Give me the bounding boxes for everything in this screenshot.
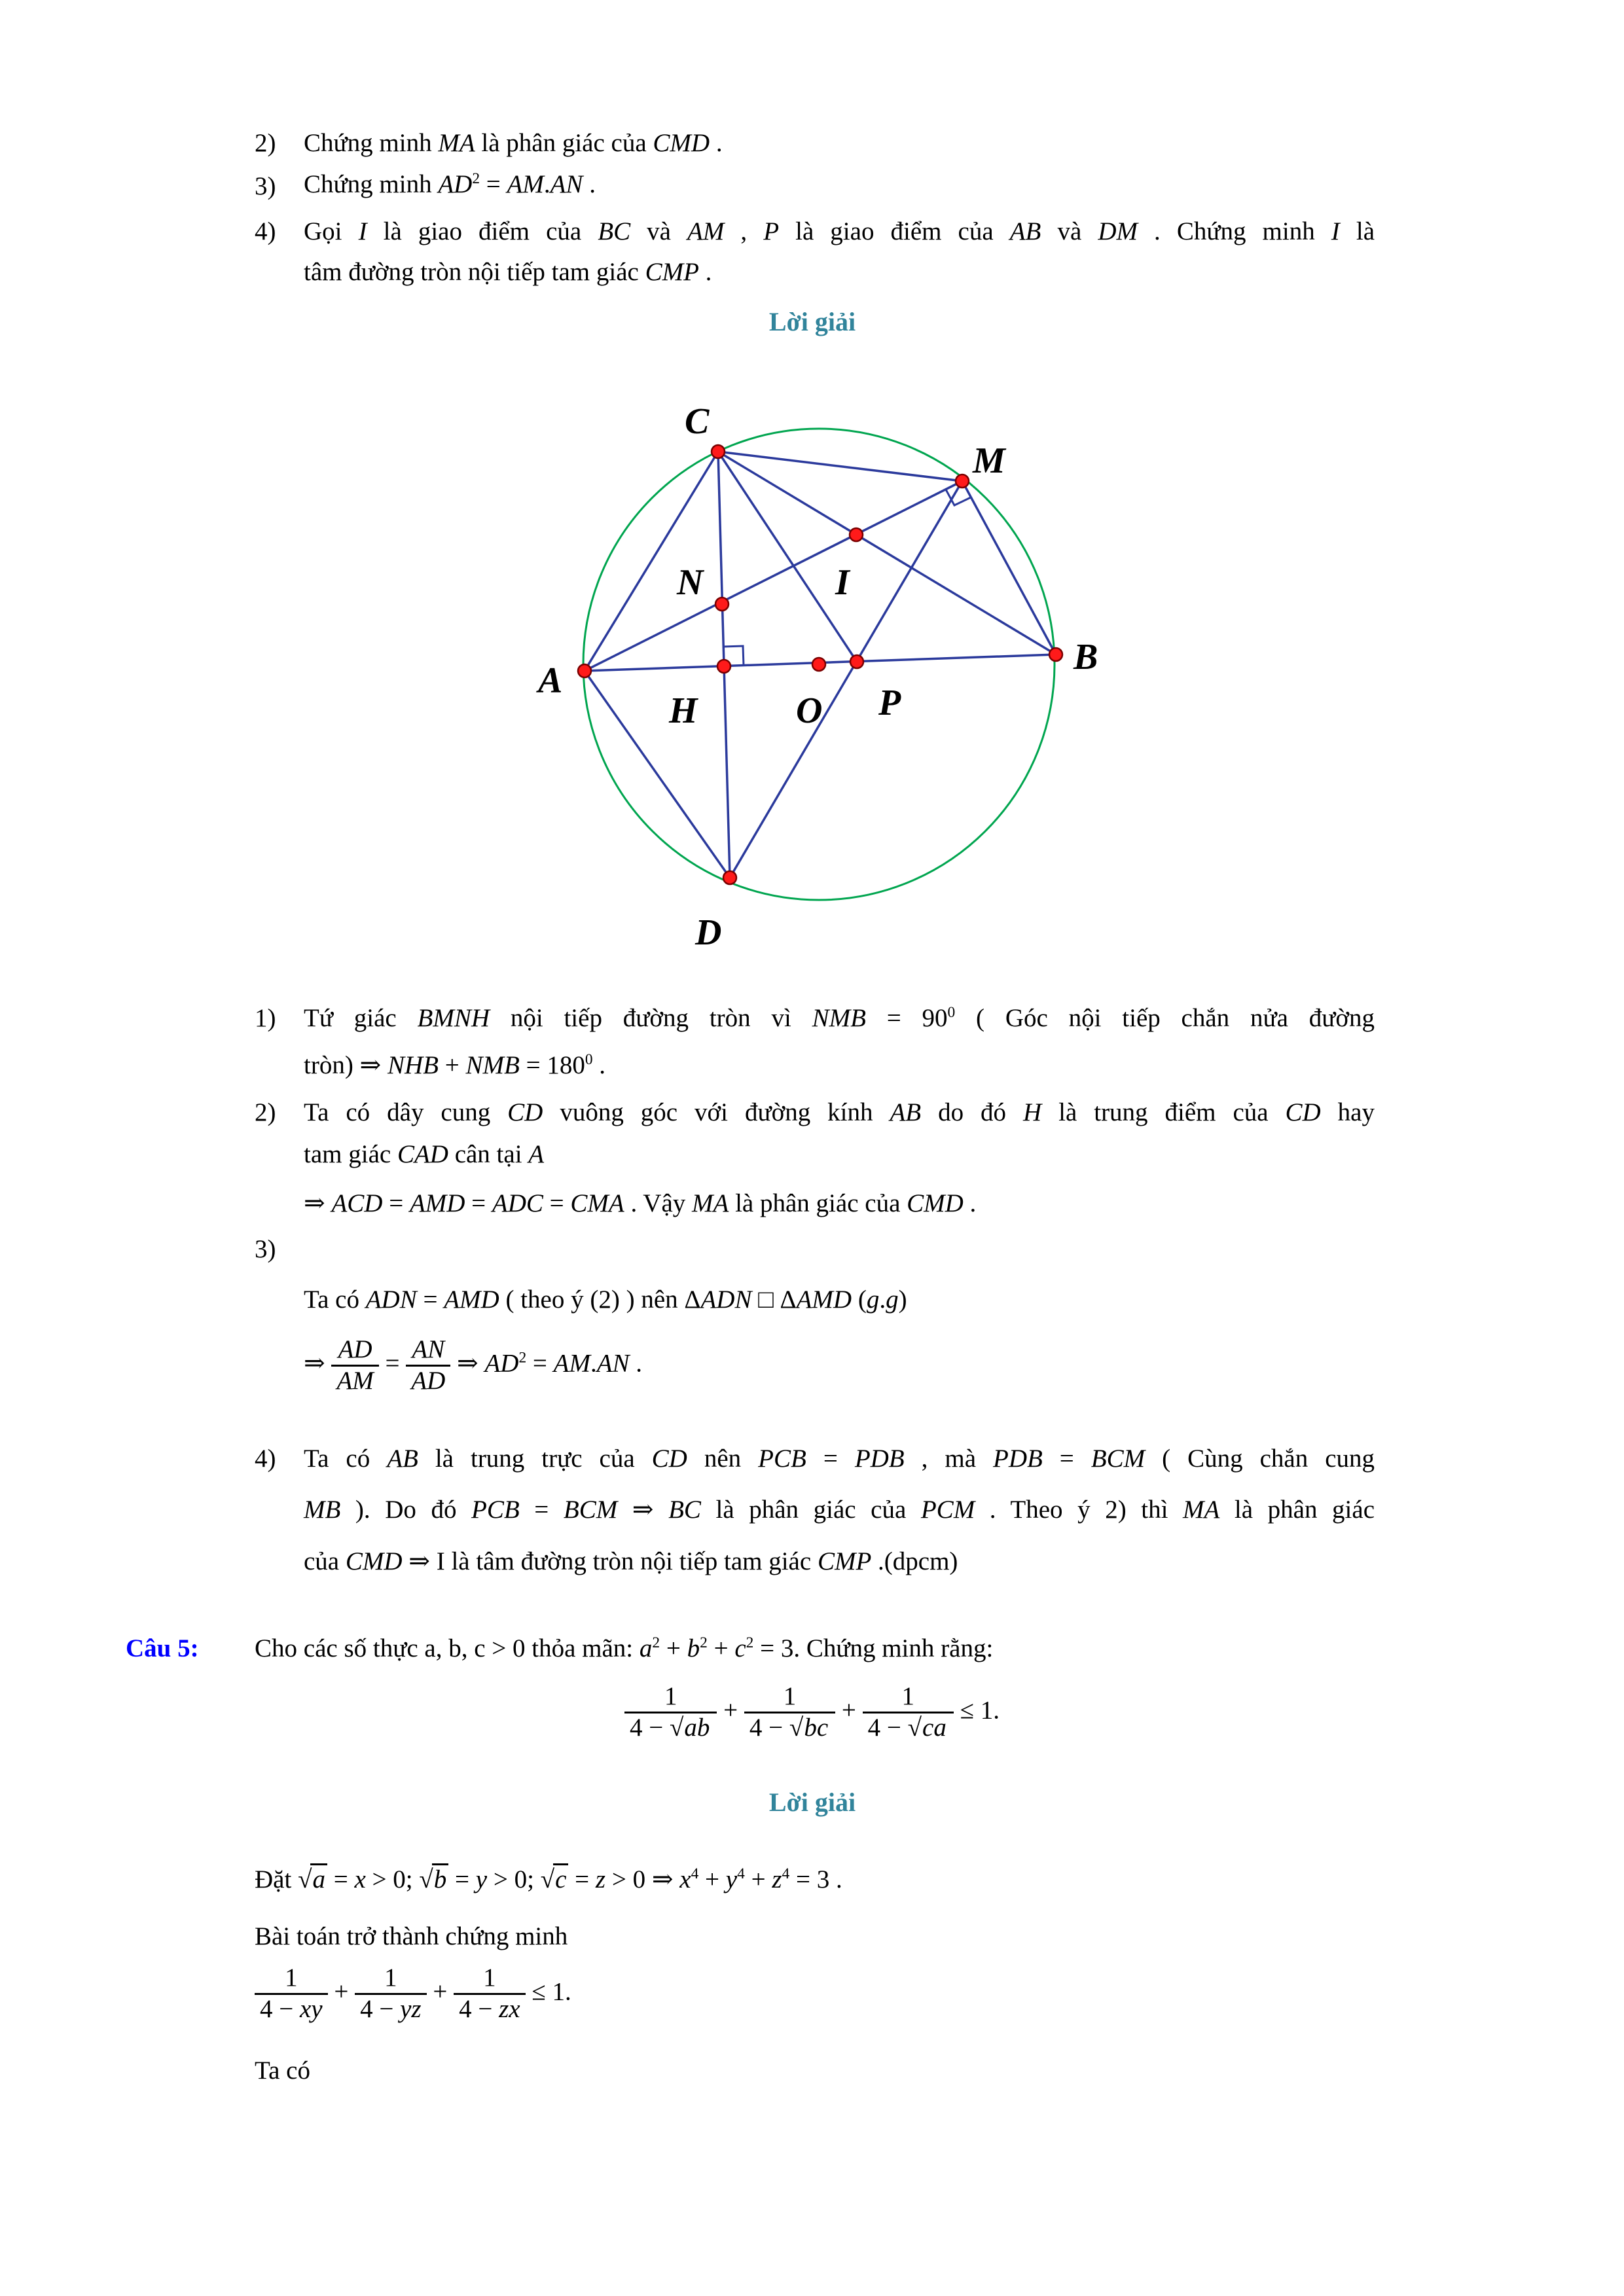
intro-item-2-number: 2) xyxy=(255,129,276,157)
point-label-C: C xyxy=(685,401,710,442)
cau5-statement: Cho các số thực a, b, c > 0 thỏa mãn: $a^2 + b^2 + c^2 = 3$. Chứng minh rằng: xyxy=(255,1634,994,1662)
point-B xyxy=(1049,648,1062,661)
solution-item-1-number: 1) xyxy=(255,1004,276,1032)
restated-problem-intro: Bài toán trở thành chứng minh xyxy=(255,1922,568,1950)
point-C xyxy=(712,445,725,458)
point-label-O: O xyxy=(796,691,823,731)
point-label-P: P xyxy=(878,683,901,723)
cau5-label: Câu 5: xyxy=(126,1634,199,1662)
solution-item-2-line2: tam giác CAD cân tại A xyxy=(304,1140,545,1168)
solution-item-4-line3: của CMD ⇒ I là tâm đường tròn nội tiếp tam giác CMP .(dpcm) xyxy=(304,1547,958,1575)
point-label-M: M xyxy=(973,440,1005,481)
intro-item-3-text: Chứng minh $AD^2 = AM.AN$ . xyxy=(304,170,596,198)
segment-AD xyxy=(585,671,730,878)
point-label-I: I xyxy=(835,562,850,603)
point-H xyxy=(717,660,731,673)
point-label-A: A xyxy=(538,660,563,701)
substitution-line: Đặt √a = x > 0; √b = y > 0; √c = z > 0 ⇒ $x^4 + y^4 + z^4 = 3$ . xyxy=(255,1864,842,1896)
solution-heading-1: Lời giải xyxy=(768,307,856,336)
point-label-B: B xyxy=(1074,637,1098,677)
solution-item-2-number: 2) xyxy=(255,1098,276,1126)
point-N xyxy=(715,598,729,611)
geometry-figure xyxy=(458,367,1178,988)
solution-item-1-line1: Tứ giác BMNH nội tiếp đường tròn vì NMB = $90^0$ ( Góc nội tiếp chắn nửa đường xyxy=(304,1004,1375,1032)
solution-item-3-line1: Ta có ADN = AMD ( theo ý (2) ) nên ΔADN □ ΔAMD (g.g) xyxy=(304,1285,907,1314)
point-A xyxy=(578,664,591,677)
point-P xyxy=(850,655,863,668)
point-O xyxy=(812,658,825,671)
solution-item-4-line2: MB ). Do đó PCB = BCM ⇒ BC là phân giác của PCM . Theo ý 2) thì MA là phân giác xyxy=(304,1496,1375,1524)
intro-item-2-text: Chứng minh MA là phân giác của CMD . xyxy=(304,129,723,157)
point-label-D: D xyxy=(695,912,722,953)
solution-item-3-number: 3) xyxy=(255,1235,276,1263)
intro-item-4-text-line2: tâm đường tròn nội tiếp tam giác CMP . xyxy=(304,258,712,286)
segment-CM xyxy=(718,452,962,481)
ta-co-line: Ta có xyxy=(255,2056,310,2085)
solution-item-1-line2: tròn) ⇒ NHB + NMB = $180^0$ . xyxy=(304,1051,606,1079)
intro-item-4-text-line1: Gọi I là giao điểm của BC và AM , P là giao điểm của AB và DM . Chứng minh I là xyxy=(304,217,1375,245)
point-I xyxy=(850,528,863,541)
solution-item-2-line1: Ta có dây cung CD vuông góc với đường kính AB do đó H là trung điểm của CD hay xyxy=(304,1098,1375,1126)
segment-CB xyxy=(718,452,1056,655)
point-D xyxy=(723,871,736,884)
restated-inequality: $\frac{1}{4 - xy}$ + $\frac{1}{4 - yz}$ + $\frac{1}{4 - zx}$ ≤ 1. xyxy=(255,1964,571,2024)
point-M xyxy=(956,475,969,488)
solution-item-2-line3: ⇒ ACD = AMD = ADC = CMA . Vậy MA là phân giác của CMD . xyxy=(304,1189,977,1217)
cau5-inequality: $\frac{1}{4 - √ab}$ + $\frac{1}{4 - √bc}$ + $\frac{1}{4 - √ca}$ ≤ 1. xyxy=(0,1682,1624,1743)
solution-item-4-line1: Ta có AB là trung trực của CD nên PCB = PDB , mà PDB = BCM ( Cùng chắn cung xyxy=(304,1444,1375,1473)
segment-MB xyxy=(962,481,1056,655)
intro-item-4-number: 4) xyxy=(255,217,276,245)
solution-item-4-number: 4) xyxy=(255,1444,276,1473)
point-label-N: N xyxy=(677,562,704,603)
solution-item-3-proportion: ⇒ $\frac{AD}{AM}$ = $\frac{AN}{AD}$ ⇒ $AD^2 = AM.AN$ . xyxy=(304,1335,643,1395)
point-label-H: H xyxy=(669,691,698,731)
solution-heading-2: Lời giải xyxy=(768,1787,856,1817)
intro-item-3-number: 3) xyxy=(255,172,276,200)
segment-CP xyxy=(718,452,857,662)
